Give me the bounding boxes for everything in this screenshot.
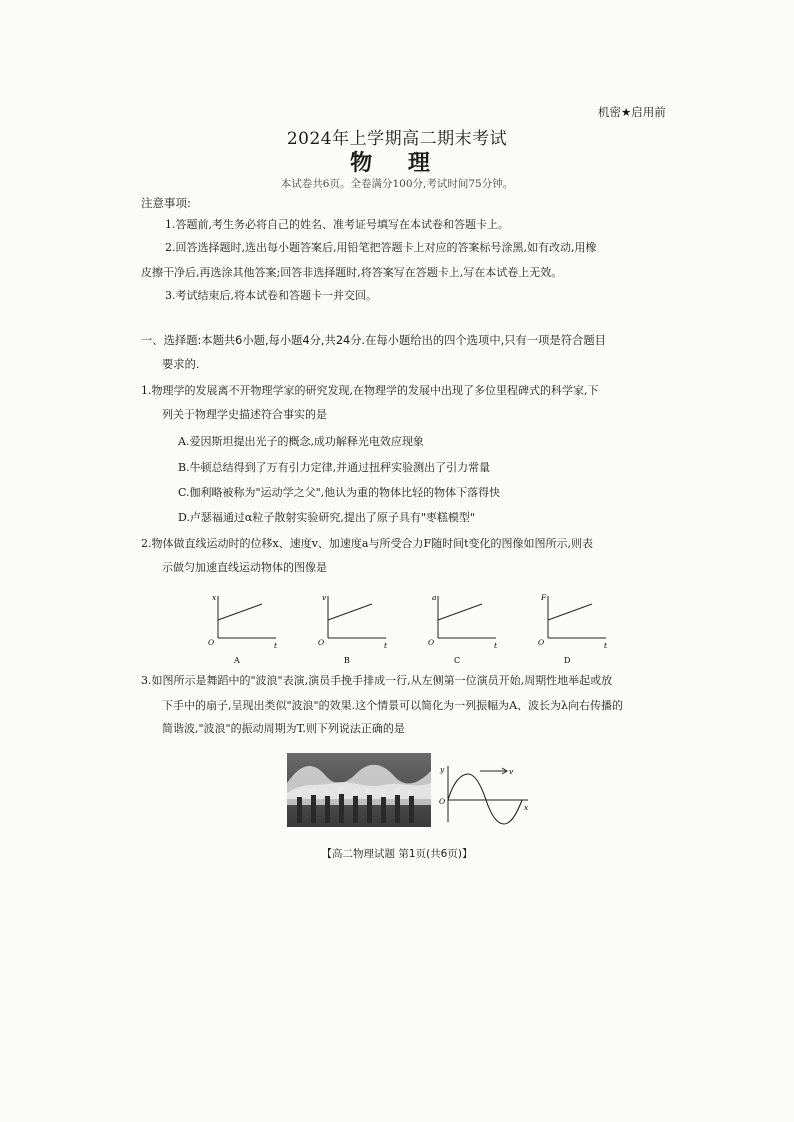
q2-graph-d-label: D <box>564 656 571 665</box>
q2-graph-c-xlabel: t <box>494 641 498 650</box>
q2-graph-b <box>310 590 390 666</box>
q1-stem-line2: 列关于物理学史描述符合事实的是 <box>162 408 327 421</box>
q3-stem-line1: 3.如图所示是舞蹈中的"波浪"表演,演员手挽手排成一行,从左侧第一位演员开始,周期性地举起或放 <box>141 674 613 687</box>
q2-graph-a-xlabel: t <box>274 641 278 650</box>
section-heading-line1: 一、选择题:本题共6小题,每小题4分,共24分.在每小题给出的四个选项中,只有一项是符合题目 <box>141 334 606 347</box>
dance-wave-photo-art <box>287 753 431 827</box>
q3-wave-origin: O <box>439 797 446 806</box>
q2-graph-d-ylabel: F <box>541 593 547 602</box>
subject-title: 物 理 <box>350 151 444 176</box>
q1-option-a: A.爱因斯坦提出光子的概念,成功解释光电效应现象 <box>178 435 424 448</box>
q3-stem-line3: 简谐波,"波浪"的振动周期为T.则下列说法正确的是 <box>162 722 405 735</box>
q3-wave-graph <box>436 760 532 830</box>
q2-graph-b-xlabel: t <box>384 641 388 650</box>
notice-item-1: 1.答题前,考生务必将自己的姓名、准考证号填写在本试卷和答题卡上。 <box>165 218 509 231</box>
notice-heading: 注意事项: <box>141 196 191 210</box>
dance-wave-photo <box>287 753 431 827</box>
section-heading-line2: 要求的. <box>162 358 200 371</box>
q3-wave-ylabel: y <box>440 765 445 774</box>
q2-graph-b-label: B <box>344 656 350 665</box>
q2-graph-d-xlabel: t <box>604 641 608 650</box>
q2-graph-c-label: C <box>454 656 461 665</box>
q1-stem-line1: 1.物理学的发展离不开物理学家的研究发现,在物理学的发展中出现了多位里程碑式的科学家,下 <box>141 384 599 397</box>
q2-graph-c <box>420 590 500 666</box>
q2-graph-a <box>200 590 280 666</box>
notice-item-3: 3.考试结束后,将本试卷和答题卡一并交回。 <box>165 289 377 302</box>
q3-wave-velocity: v <box>509 767 514 776</box>
exam-title: 2024年上学期高二期末考试 <box>286 129 508 149</box>
q2-stem-line2: 示做匀加速直线运动物体的图像是 <box>162 561 327 574</box>
notice-item-2-line2: 皮擦干净后,再选涂其他答案;回答非选择题时,将答案写在答题卡上,写在本试卷上无效。 <box>141 266 563 279</box>
q2-graph-b-ylabel: v <box>322 593 327 602</box>
q2-stem-line1: 2.物体做直线运动时的位移x、速度v、加速度a与所受合力F随时间t变化的图像如图所示,则表 <box>141 537 594 550</box>
q1-option-b: B.牛顿总结得到了万有引力定律,并通过扭秤实验测出了引力常量 <box>178 461 491 474</box>
q3-stem-line2: 下手中的扇子,呈现出类似"波浪"的效果.这个情景可以简化为一列振幅为A、波长为λ向右传播的 <box>162 699 624 712</box>
q2-graph-a-ylabel: x <box>212 593 217 602</box>
q3-wave-xlabel: x <box>524 803 529 812</box>
q2-graph-c-origin: O <box>428 638 435 647</box>
exam-info: 本试卷共6页。全卷满分100分,考试时间75分钟。 <box>280 178 514 190</box>
q1-option-d: D.卢瑟福通过α粒子散射实验研究,提出了原子具有"枣糕模型" <box>178 511 475 524</box>
confidential-mark: 机密★启用前 <box>598 105 666 119</box>
notice-item-2-line1: 2.回答选择题时,选出每小题答案后,用铅笔把答题卡上对应的答案标号涂黑,如有改动,用橡 <box>165 241 597 254</box>
q2-graph-d <box>530 590 610 666</box>
page-footer: 【高二物理试题 第1页(共6页)】 <box>321 848 473 860</box>
q2-graph-d-origin: O <box>538 638 545 647</box>
q2-graph-a-label: A <box>234 656 240 665</box>
q2-graph-c-ylabel: a <box>432 593 437 602</box>
q1-option-c: C.伽利略被称为"运动学之父",他认为重的物体比轻的物体下落得快 <box>178 486 501 499</box>
q2-graph-b-origin: O <box>318 638 325 647</box>
q2-graph-a-origin: O <box>208 638 215 647</box>
